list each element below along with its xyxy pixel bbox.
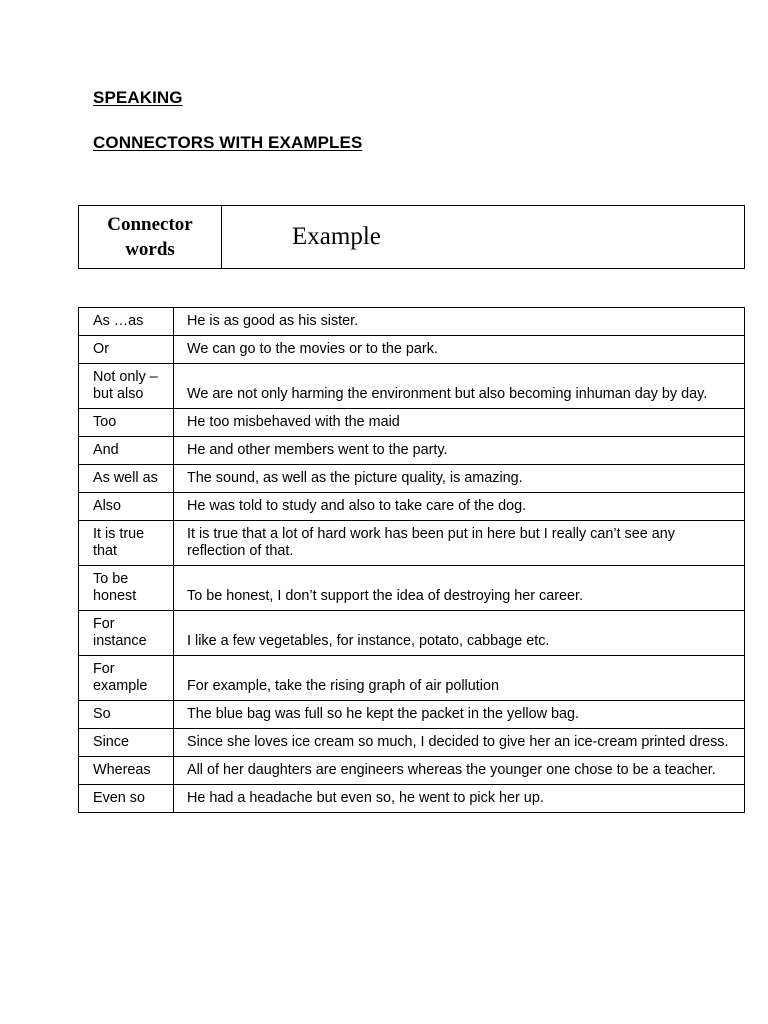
connector-header-line1: Connector [107, 214, 193, 235]
example-cell: He had a headache but even so, he went to pick her up. [174, 785, 745, 813]
connector-cell: Also [79, 493, 174, 521]
connector-cell: To be honest [79, 566, 174, 611]
table-row [79, 656, 745, 701]
table-row [79, 757, 745, 785]
connector-cell: So [79, 701, 174, 729]
example-cell: We are not only harming the environment but also becoming inhuman day by day. [174, 364, 745, 409]
example-cell: To be honest, I don’t support the idea of destroying her career. [174, 566, 745, 611]
example-cell: I like a few vegetables, for instance, potato, cabbage etc. [174, 611, 745, 656]
table-row [79, 493, 745, 521]
example-cell: We can go to the movies or to the park. [174, 336, 745, 364]
table-row [79, 465, 745, 493]
table-row [79, 566, 745, 611]
example-cell: All of her daughters are engineers whereas the younger one chose to be a teacher. [174, 757, 745, 785]
table-row [79, 308, 745, 336]
speaking-heading: SPEAKING [93, 88, 183, 107]
connector-cell: For example [79, 656, 174, 701]
table-row [79, 785, 745, 813]
header-table [78, 205, 745, 269]
connector-cell: And [79, 437, 174, 465]
connector-cell: Even so [79, 785, 174, 813]
connector-cell: Not only – but also [79, 364, 174, 409]
table-row [79, 701, 745, 729]
example-cell: He was told to study and also to take care of the dog. [174, 493, 745, 521]
table-row [79, 521, 745, 566]
example-cell: It is true that a lot of hard work has been put in here but I really can’t see any reflection of that. [174, 521, 745, 566]
example-header: Example [222, 206, 745, 269]
example-cell: He and other members went to the party. [174, 437, 745, 465]
example-cell: He too misbehaved with the maid [174, 409, 745, 437]
connector-cell: For instance [79, 611, 174, 656]
connector-cell: Too [79, 409, 174, 437]
table-row [79, 611, 745, 656]
connector-cell: As …as [79, 308, 174, 336]
example-cell: The blue bag was full so he kept the packet in the yellow bag. [174, 701, 745, 729]
example-cell: He is as good as his sister. [174, 308, 745, 336]
connector-cell: Or [79, 336, 174, 364]
table-row [79, 409, 745, 437]
table-row [79, 437, 745, 465]
table-row [79, 364, 745, 409]
table-row [79, 336, 745, 364]
connector-cell: Whereas [79, 757, 174, 785]
header-row [79, 206, 745, 269]
connector-cell: Since [79, 729, 174, 757]
example-cell: For example, take the rising graph of air pollution [174, 656, 745, 701]
connector-header-line2: words [125, 239, 175, 260]
connectors-heading: CONNECTORS WITH EXAMPLES [93, 133, 363, 152]
connectors-table [78, 307, 745, 813]
example-cell: The sound, as well as the picture quality, is amazing. [174, 465, 745, 493]
connector-cell: It is true that [79, 521, 174, 566]
table-row [79, 729, 745, 757]
connector-words-header [79, 206, 222, 269]
connector-cell: As well as [79, 465, 174, 493]
example-cell: Since she loves ice cream so much, I decided to give her an ice-cream printed dress. [174, 729, 745, 757]
